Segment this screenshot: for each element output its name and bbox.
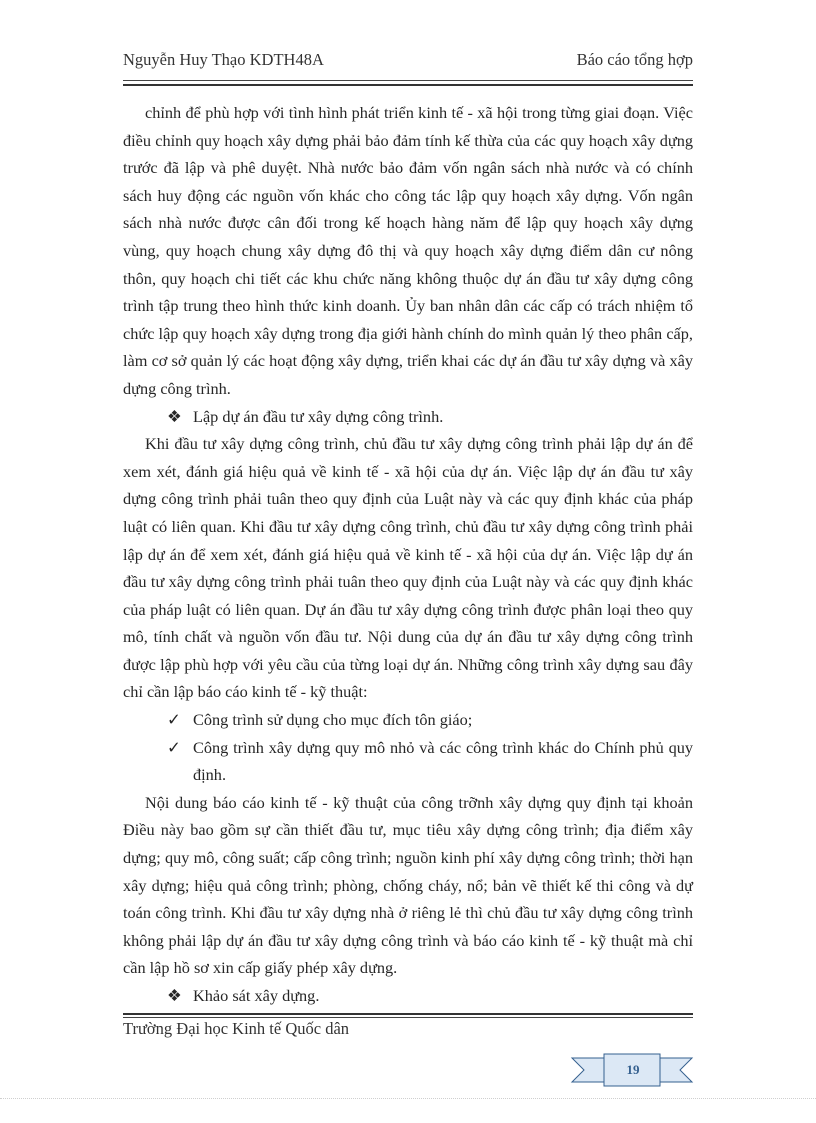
page-header: [123, 50, 693, 70]
list-item: [123, 982, 693, 1010]
section-heading-1: Lập dự án đầu tư xây dựng công trình.: [193, 406, 444, 426]
check-icon: ✓: [167, 737, 181, 757]
paragraph-1: chỉnh để phù hợp với tình hình phát triển kinh tế - xã hội trong từng giai đoạn. Việc điều chỉnh quy hoạch xây dựng phải bảo đảm tính kế thừa của các quy hoạch xây dựng trước đã lập và phê duyệt. Nhà nước bảo đảm vốn ngân sách nhà nước và có chính sách huy động các nguồn vốn khác cho công tác lập quy hoạch xây dựng. Vốn ngân sách nhà nước được cân đối trong kế hoạch hàng năm để lập quy hoạch xây dựng vùng, quy hoạch chung xây dựng đô thị và quy hoạch xây dựng điểm dân cư nông thôn, quy hoạch chi tiết các khu chức năng không thuộc dự án đầu tư xây dựng công trình tập trung theo hình thức kinh doanh. Ủy ban nhân dân các cấp có trách nhiệm tổ chức lập quy hoạch xây dựng trong địa giới hành chính do mình quản lý theo phân cấp, làm cơ sở quản lý các hoạt động xây dựng, triển khai các dự án đầu tư xây dựng và xây dựng công trình.: [123, 103, 693, 398]
list-item: [123, 734, 693, 789]
page-number: 19: [626, 1062, 640, 1077]
page-number-badge: [570, 1052, 694, 1090]
list-item: [123, 706, 693, 734]
diamond-bullet-icon: ❖: [167, 986, 182, 1005]
document-body: [123, 99, 693, 1010]
page-edge-dots: [0, 1098, 816, 1099]
check-icon: ✓: [167, 710, 181, 730]
check-item-2: Công trình xây dựng quy mô nhỏ và các công trình khác do Chính phủ quy định.: [193, 737, 693, 785]
diamond-bullet-icon: ❖: [167, 406, 182, 426]
footer-rule-thick: [123, 1013, 693, 1015]
paragraph-3: Nội dung báo cáo kinh tế - kỹ thuật của công trỡnh xây dựng quy định tại khoản Điều này bao gồm sự cần thiết đầu tư, mục tiêu xây dựng công trình; địa điểm xây dựng; quy mô, công suất; cấp công trình; nguồn kinh phí xây dựng công trình; thời hạn xây dựng; hiệu quả công trình; phòng, chống cháy, nổ; bản vẽ thiết kế thi công và dự toán công trình. Khi đầu tư xây dựng nhà ở riêng lẻ thì chủ đầu tư xây dựng công trình không phải lập dự án đầu tư xây dựng công trình và báo cáo kinh tế - kỹ thuật mà chỉ cần lập hồ sơ xin cấp giấy phép xây dựng.: [123, 792, 693, 978]
section-heading-2: Khảo sát xây dựng.: [193, 986, 320, 1005]
header-author: Nguyễn Huy Thạo KDTH48A: [123, 50, 324, 69]
header-title: Báo cáo tổng hợp: [576, 50, 693, 69]
footer-school: Trường Đại học Kinh tế Quốc dân: [123, 1019, 350, 1038]
check-list: [123, 706, 693, 789]
check-item-1: Công trình sử dụng cho mục đích tôn giáo;: [193, 710, 473, 730]
header-rule-thick: [123, 84, 693, 86]
paragraph-2: Khi đầu tư xây dựng công trình, chủ đầu tư xây dựng công trình phải lập dự án để xem xét, đánh giá hiệu quả về kinh tế - xã hội của dự án. Việc lập dự án đầu tư xây dựng công trình phải tuân theo quy định của Luật này và các quy định khác của pháp luật có liên quan. Khi đầu tư xây dựng công trình, chủ đầu tư xây dựng công trình phải lập dự án để xem xét, đánh giá hiệu quả về kinh tế - xã hội của dự án. Việc lập dự án đầu tư xây dựng công trình phải tuân theo quy định của Luật này và các quy định khác của pháp luật có liên quan. Dự án đầu tư xây dựng công trình được phân loại theo quy mô, tính chất và nguồn vốn đầu tư. Nội dung của dự án đầu tư xây dựng công trình được lập phù hợp với yêu cầu của từng loại dự án. Những công trình xây dựng sau đây chỉ cần lập báo cáo kinh tế - kỹ thuật:: [123, 434, 693, 702]
footer-rule: [123, 1017, 693, 1018]
section-list-2: [123, 982, 693, 1010]
header-rule: [123, 80, 693, 81]
section-list-1: [123, 403, 693, 431]
list-item: [123, 403, 693, 431]
